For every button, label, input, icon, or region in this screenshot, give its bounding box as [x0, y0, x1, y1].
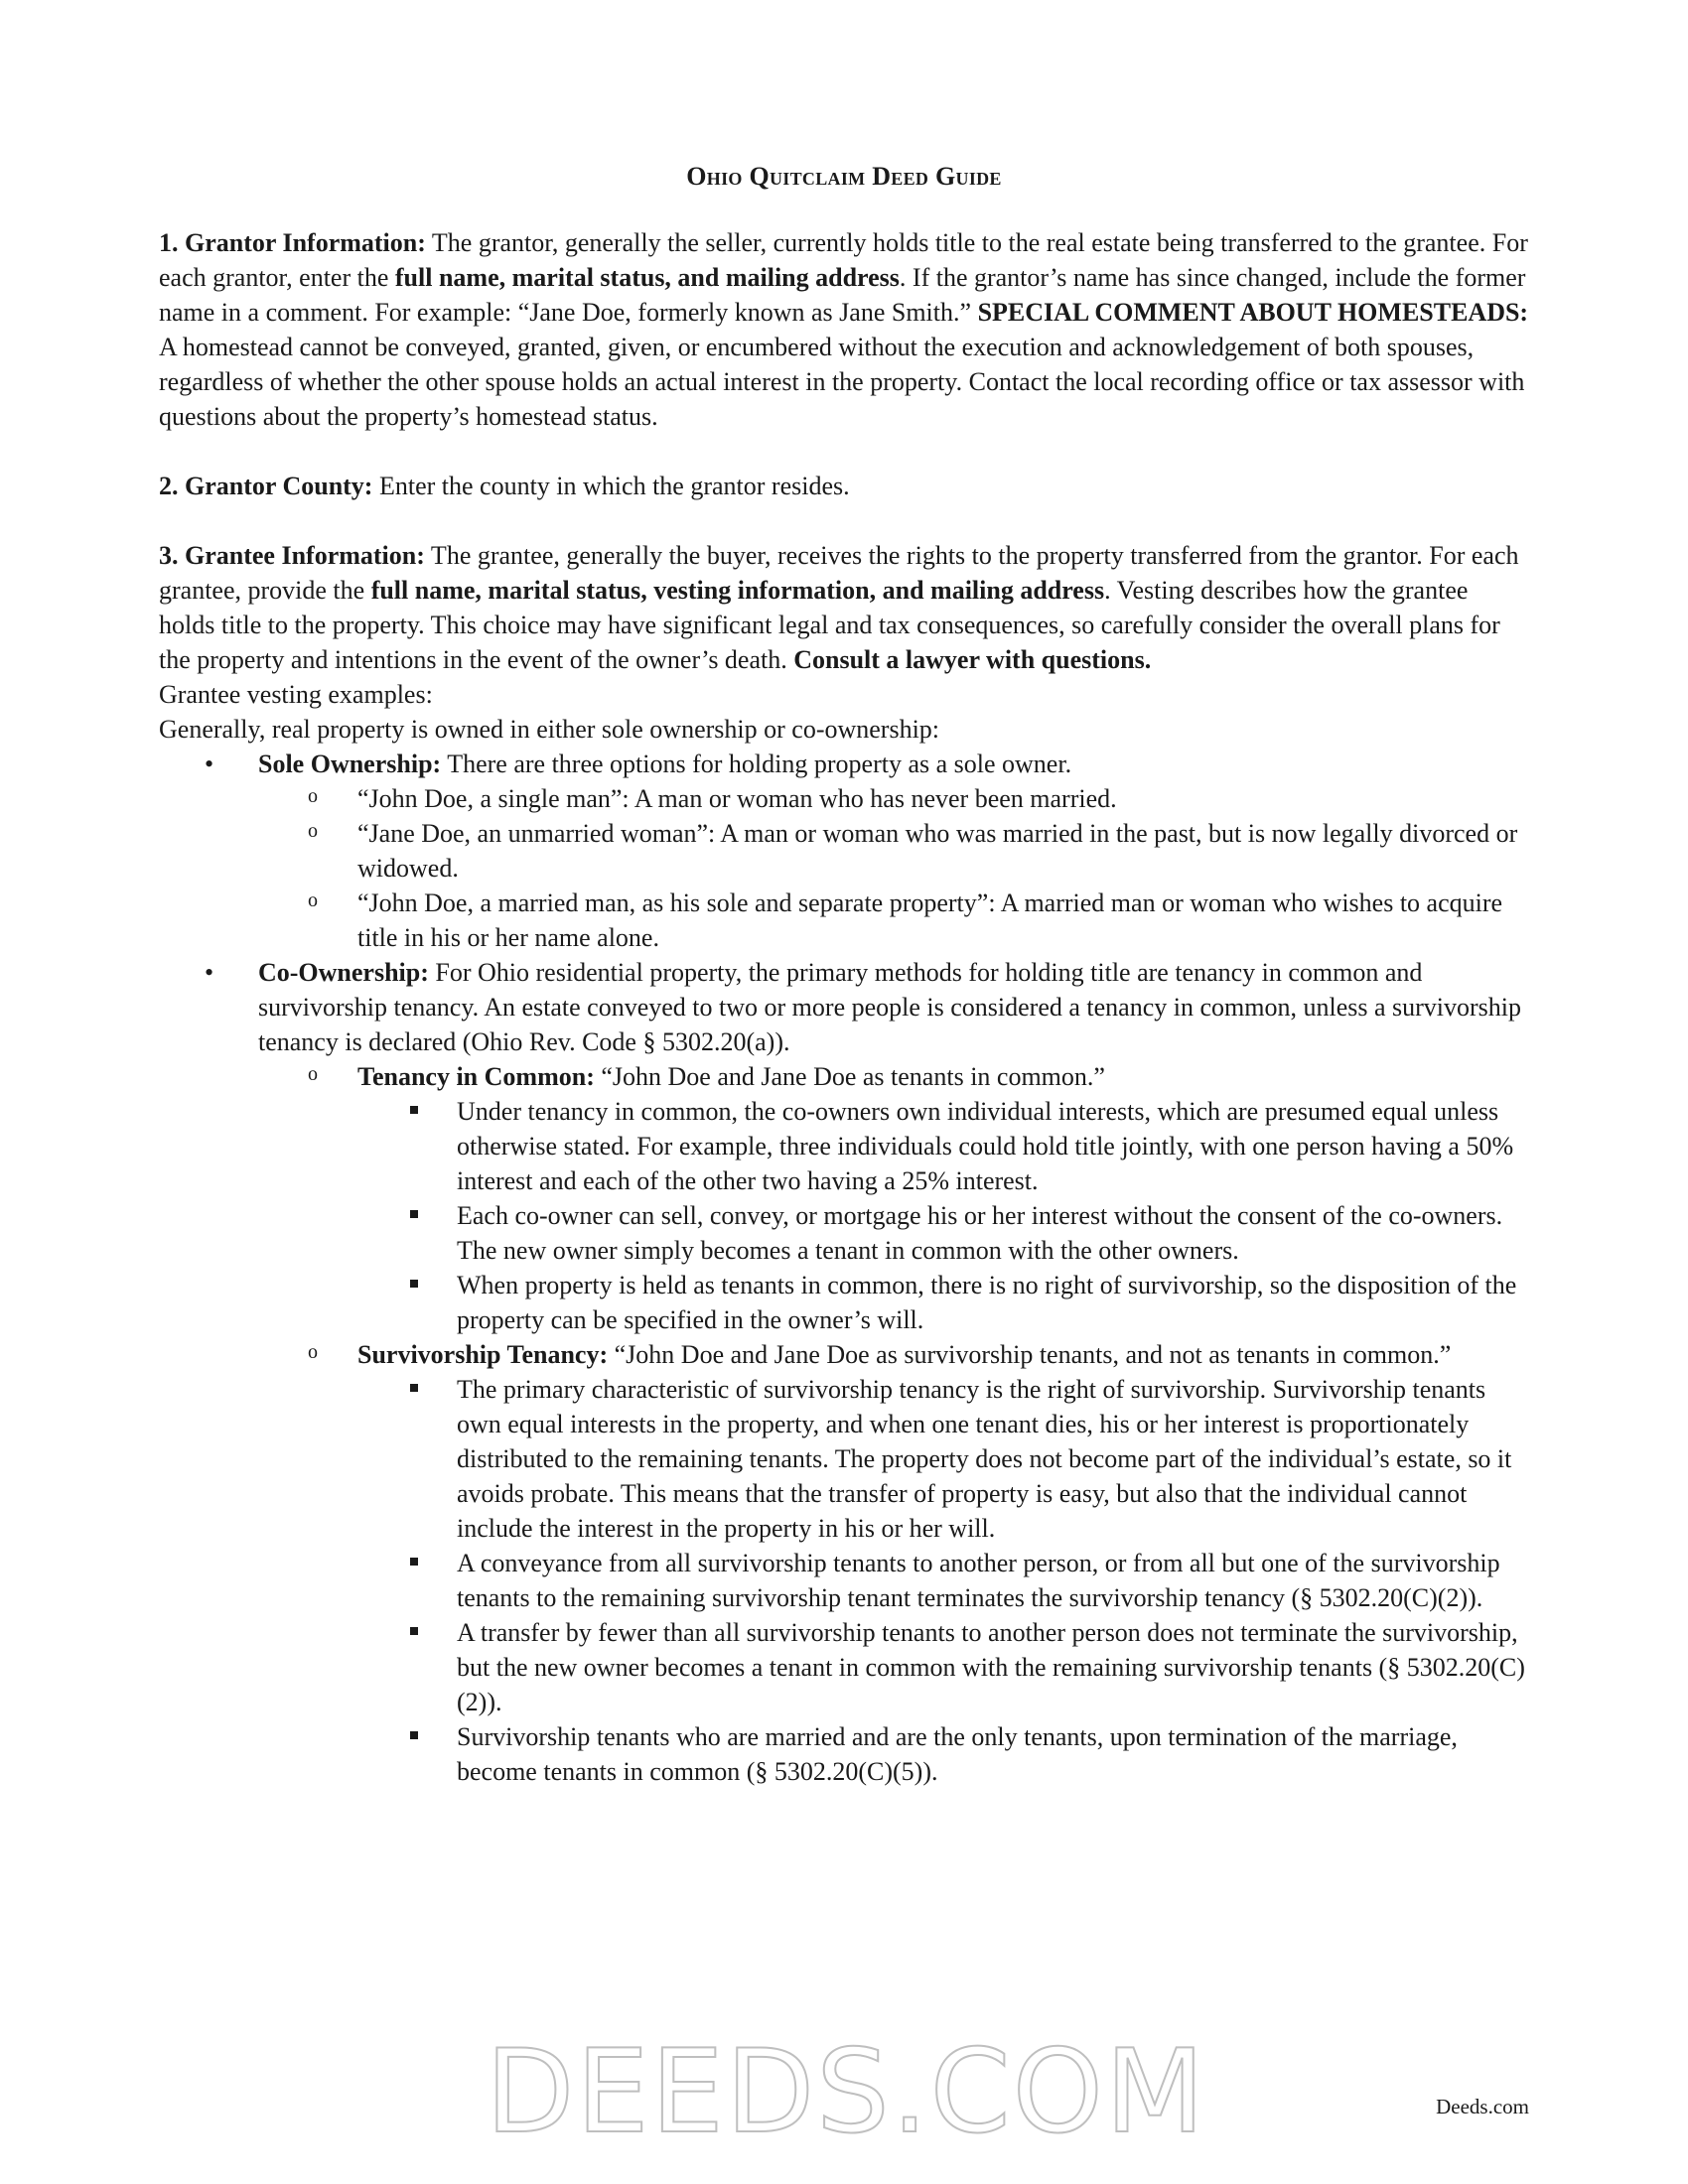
deeds-watermark-logo: DEEDS.COM — [485, 2025, 1207, 2159]
vesting-examples-label: Grantee vesting examples: — [159, 680, 433, 709]
list-item-sole-ownership: • Sole Ownership: There are three options for holding property as a sole owner. o “John Doe, a single man”: A man or woman who has never been married. o “Jane Doe, an unmarried woman”: A man or woman who was married in the past, but is now legally divorced or widowed. o “John Doe, a married man, as his sole and separate property”: A married man or woman who wishes to acquire title in his or her name alone. — [159, 747, 1529, 955]
grantee-information-paragraph: 3. Grantee Information: The grantee, generally the buyer, receives the rights to the property transferred from the grantor. For each grantee, provide the full name, marital status, vesting information, and mailing address. Vesting describes how the grantee holds title to the property. This choice may have significant legal and tax consequences, so carefully consider the overall plans for the property and intentions in the event of the owner’s death. Consult a lawyer with questions. — [159, 541, 1519, 674]
page-title: Ohio Quitclaim Deed Guide — [686, 162, 1002, 191]
list-item-tenancy-in-common: o Tenancy in Common: “John Doe and Jane Doe as tenants in common.” Under tenancy in common, the co-owners own individual interests, which are presumed equal unless otherwise stated. For example, three individuals could hold title jointly, with one person having a 50% interest and each of the other two having a 25% interest. Each co-owner can sell, convey, or mortgage his or her interest without the consent of the co-owners. The new owner simply becomes a tenant in common with the other owners. When property is held as tenants in common, there is no right of survivorship, so the disposition of the property can be specified in the owner’s will. — [258, 1059, 1529, 1337]
list-item-survivorship-tenancy: o Survivorship Tenancy: “John Doe and Jane Doe as survivorship tenants, and not as tenants in common.” The primary characteristic of survivorship tenancy is the right of survivorship. Survivorship tenants own equal interests in the property, and when one tenant dies, his or her interest is proportionately distributed to the remaining tenants. The property does not become part of the individual’s estate, so it avoids probate. This means that the transfer of property is easy, but also that the individual cannot include the interest in the property in his or her will. A conveyance from all survivorship tenants to another person, or from all but one of the survivorship tenants to the remaining survivorship tenant terminates the survivorship tenancy (§ 5302.20(C)(2)). A transfer by fewer than all survivorship tenants to another person does not terminate the survivorship, but the new owner becomes a tenant in common with the remaining survivorship tenants (§ 5302.20(C)(2)). Survivorship tenants who are married and are the only tenants, upon termination of the marriage, become tenants in common (§ 5302.20(C)(5)). — [258, 1337, 1529, 1789]
grantor-information-paragraph: 1. Grantor Information: The grantor, generally the seller, currently holds title to the real estate being transferred to the grantee. For each grantor, enter the full name, marital status, and mailing address. If the grantor’s name has since changed, include the former name in a comment. For example: “Jane Doe, formerly known as Jane Smith.” SPECIAL COMMENT ABOUT HOMESTEADS: A homestead cannot be conveyed, granted, given, or encumbered without the execution and acknowledgement of both spouses, regardless of whether the other spouse holds an actual interest in the property. Contact the local recording office or tax assessor with questions about the property’s homestead status. — [159, 228, 1529, 431]
ownership-intro: Generally, real property is owned in either sole ownership or co-ownership: — [159, 715, 940, 744]
list-item: o “John Doe, a married man, as his sole and separate property”: A married man or woman who wishes to acquire title in his or her name alone. — [258, 886, 1529, 955]
grantor-county-heading: 2. Grantor County: — [159, 472, 373, 500]
list-item: Survivorship tenants who are married and are the only tenants, upon termination of the marriage, become tenants in common (§ 5302.20(C)(5)). — [357, 1719, 1529, 1789]
list-item: o “Jane Doe, an unmarried woman”: A man or woman who was married in the past, but is now legally divorced or widowed. — [258, 816, 1529, 886]
co-ownership-sublist — [258, 1059, 1529, 1789]
grantor-county-paragraph: 2. Grantor County: Enter the county in which the grantor resides. — [159, 472, 850, 500]
grantor-information-heading: 1. Grantor Information: — [159, 228, 426, 257]
tenancy-in-common-details — [357, 1094, 1529, 1337]
list-item: o “John Doe, a single man”: A man or woman who has never been married. — [258, 781, 1529, 816]
list-item: When property is held as tenants in common, there is no right of survivorship, so the disposition of the property can be specified in the owner’s will. — [357, 1268, 1529, 1337]
footer-site-name: Deeds.com — [1436, 2095, 1529, 2118]
survivorship-tenancy-details — [357, 1372, 1529, 1789]
list-item: Each co-owner can sell, convey, or mortgage his or her interest without the consent of the co-owners. The new owner simply becomes a tenant in common with the other owners. — [357, 1198, 1529, 1268]
list-item: A transfer by fewer than all survivorship tenants to another person does not terminate the survivorship, but the new owner becomes a tenant in common with the remaining survivorship tenants (§ 5302.20(C)(2)). — [357, 1615, 1529, 1719]
document-page — [159, 159, 1529, 1789]
list-item: A conveyance from all survivorship tenants to another person, or from all but one of the survivorship tenants to the remaining survivorship tenant terminates the survivorship tenancy (§ 5302.20(C)(2)). — [357, 1546, 1529, 1615]
grantee-information-heading: 3. Grantee Information: — [159, 541, 425, 570]
ownership-list — [159, 747, 1529, 1789]
list-item: Under tenancy in common, the co-owners own individual interests, which are presumed equal unless otherwise stated. For example, three individuals could hold title jointly, with one person having a 50% interest and each of the other two having a 25% interest. — [357, 1094, 1529, 1198]
list-item: The primary characteristic of survivorship tenancy is the right of survivorship. Survivorship tenants own equal interests in the property, and when one tenant dies, his or her interest is proportionately distributed to the remaining tenants. The property does not become part of the individual’s estate, so it avoids probate. This means that the transfer of property is easy, but also that the individual cannot include the interest in the property in his or her will. — [357, 1372, 1529, 1546]
list-item-co-ownership: • Co-Ownership: For Ohio residential property, the primary methods for holding title are tenancy in common and survivorship tenancy. An estate conveyed to two or more people is considered a tenancy in common, unless a survivorship tenancy is declared (Ohio Rev. Code § 5302.20(a)). o Tenancy in Common: “John Doe and Jane Doe as tenants in common.” Under tenancy in common, the co-owners own individual interests, which are presumed equal unless otherwise stated. For example, three individuals could hold title jointly, with one person having a 50% interest and each of the other two having a 25% interest. Each co-owner can sell, convey, or mortgage his or her interest without the consent of the co-owners. The new owner simply becomes a tenant in common with the other owners. When property is held as tenants in common, there is no right of survivorship, so the disposition of the property can be specified in the owner’s will. o Survivorship Tenancy: “John Doe and Jane Doe as survivorship tenants, and not as tenants in common.” The primary characteristic of survivorship tenancy is the right of survivorship. Survivorship tenants own equal interests in the property, and when one tenant dies, his or her interest is proportionately distributed to the remaining tenants. The property does not become part of the individual’s estate, so it avoids probate. This means that the transfer of property is easy, but also that the individual cannot include the interest in the property in his or her will. A conveyance from all survivorship tenants to another person, or from all but one of the survivorship tenants to the remaining survivorship tenant terminates the survivorship tenancy (§ 5302.20(C)(2)). A transfer by fewer than all survivorship tenants to another person does not terminate the survivorship, but the new owner becomes a tenant in common with the remaining survivorship tenants (§ 5302.20(C)(2)). Survivorship tenants who are married and are the only tenants, upon termination of the marriage, become tenants in common (§ 5302.20(C)(5)). — [159, 955, 1529, 1789]
sole-ownership-sublist — [258, 781, 1529, 955]
